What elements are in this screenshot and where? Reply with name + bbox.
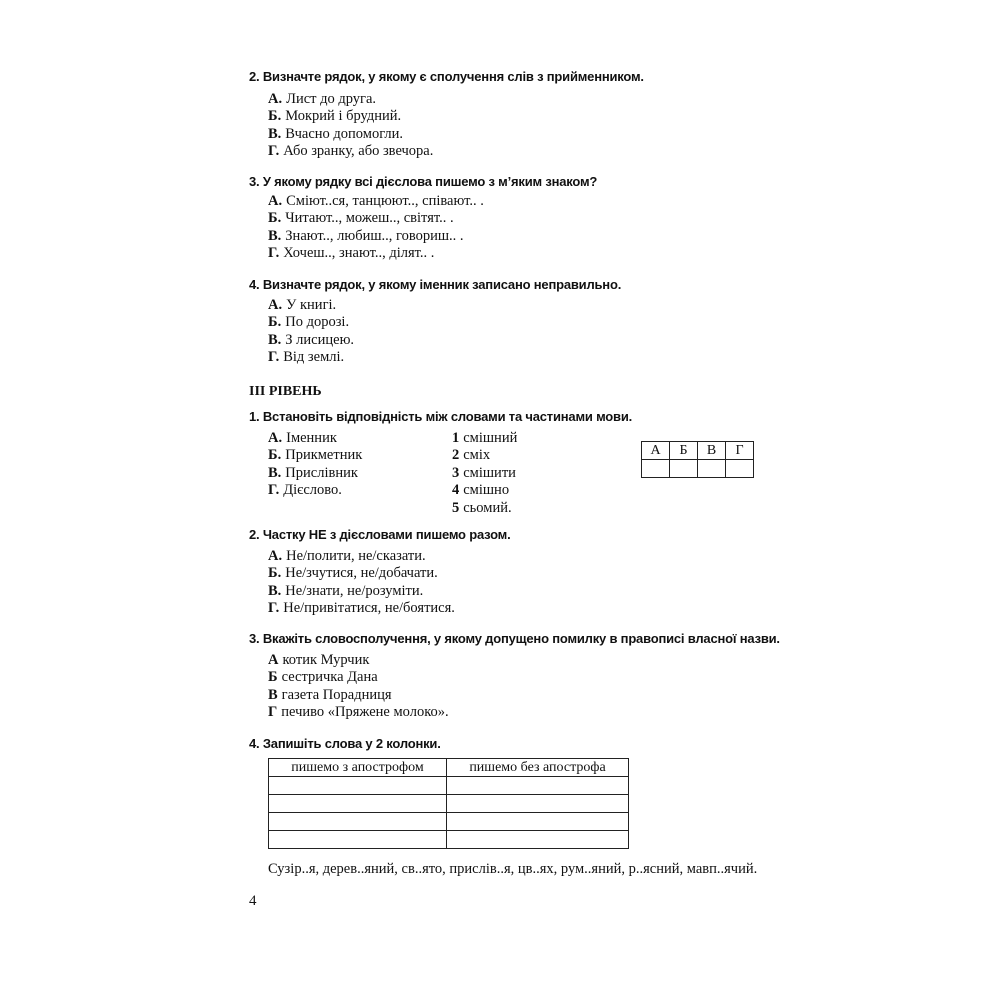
list-item: 1 смішний <box>452 430 518 446</box>
list-item: 5 сьомий. <box>452 499 512 516</box>
list-item: В. Прислівник <box>268 464 358 481</box>
option-v: В. Знают.., любиш.., говориш.. . <box>268 227 464 244</box>
answer-header-b: Б <box>670 442 698 460</box>
answer-header-v: В <box>698 442 726 460</box>
table-row <box>269 795 629 813</box>
level3-question-3-options <box>268 652 449 722</box>
answer-header-a: А <box>642 442 670 460</box>
list-item: 4 смішно <box>452 482 510 499</box>
option-a: А. Сміют..ся, танцюют.., співают.. . <box>268 193 484 209</box>
column-header-without-apostrophe: пишемо без апострофа <box>447 759 629 777</box>
question-4-title: 4. Визначте рядок, у якому іменник записано неправильно. <box>249 277 622 292</box>
table-cell[interactable] <box>269 813 447 831</box>
list-item: А. Іменник <box>268 430 337 446</box>
list-item: Б. Прикметник <box>268 447 363 464</box>
level3-question-2-title: 2. Частку НЕ з дієсловами пишемо разом. <box>249 527 511 542</box>
answer-cell-b[interactable] <box>670 460 698 478</box>
option-g: Г. Хочеш.., знают.., ділят.. . <box>268 245 435 262</box>
table-row <box>269 777 629 795</box>
option-v: В газета Порадниця <box>268 686 392 703</box>
table-cell[interactable] <box>269 831 447 849</box>
column-header-with-apostrophe: пишемо з апострофом <box>269 759 447 777</box>
parts-of-speech-list <box>268 430 362 500</box>
question-2-options <box>268 91 433 161</box>
answer-cell-g[interactable] <box>726 460 754 478</box>
table-cell[interactable] <box>447 777 629 795</box>
question-4-options <box>268 297 354 367</box>
option-a: А. Лист до друга. <box>268 91 377 107</box>
table-cell[interactable] <box>269 795 447 813</box>
level-heading: III РІВЕНЬ <box>249 384 322 399</box>
answer-cell-v[interactable] <box>698 460 726 478</box>
list-item: 3 смішити <box>452 464 516 481</box>
option-v: В. З лисицею. <box>268 331 355 348</box>
table-header-row <box>269 759 629 777</box>
words-list <box>452 430 517 517</box>
option-g: Г печиво «Пряжене молоко». <box>268 704 449 721</box>
answer-header-g: Г <box>726 442 754 460</box>
page-number: 4 <box>249 893 257 909</box>
option-g: Г. Або зранку, або звечора. <box>268 143 434 160</box>
option-g: Г. Не/привітатися, не/боятися. <box>268 600 455 617</box>
option-b: Б. По дорозі. <box>268 314 350 331</box>
question-3-options <box>268 193 484 263</box>
list-item: Г. Дієслово. <box>268 482 342 499</box>
option-b: Б. Читают.., можеш.., світят.. . <box>268 210 454 227</box>
option-a: А. Не/полити, не/сказати. <box>268 548 426 564</box>
level3-question-3-title: 3. Вкажіть словосполучення, у якому допущено помилку в правописі власної назви. <box>249 631 780 646</box>
question-3-title: 3. У якому рядку всі дієслова пишемо з м’яким знаком? <box>249 174 598 189</box>
answer-grid <box>641 441 754 478</box>
apostrophe-table <box>268 758 629 849</box>
option-b: Б сестричка Дана <box>268 669 378 686</box>
option-v: В. Вчасно допомогли. <box>268 125 404 142</box>
answer-cell-a[interactable] <box>642 460 670 478</box>
list-item: 2 сміх <box>452 447 491 464</box>
option-a: А котик Мурчик <box>268 652 370 668</box>
question-2-title: 2. Визначте рядок, у якому є сполучення слів з прийменником. <box>249 69 644 84</box>
option-v: В. Не/знати, не/розуміти. <box>268 582 424 599</box>
option-g: Г. Від землі. <box>268 349 345 366</box>
level3-question-1-title: 1. Встановіть відповідність між словами та частинами мови. <box>249 409 633 424</box>
table-cell[interactable] <box>447 795 629 813</box>
level3-question-4-title: 4. Запишіть слова у 2 колонки. <box>249 736 441 751</box>
level3-question-2-options <box>268 548 455 618</box>
table-row <box>269 831 629 849</box>
table-cell[interactable] <box>269 777 447 795</box>
word-list: Сузір..я, дерев..яний, св..ято, прислів..я, цв..ях, рум..яний, р..ясний, мавп..ячий. <box>268 861 758 877</box>
table-row <box>269 813 629 831</box>
option-b: Б. Мокрий і брудний. <box>268 108 402 125</box>
table-cell[interactable] <box>447 831 629 849</box>
option-a: А. У книгі. <box>268 297 337 313</box>
table-cell[interactable] <box>447 813 629 831</box>
option-b: Б. Не/зчутися, не/добачати. <box>268 565 438 582</box>
